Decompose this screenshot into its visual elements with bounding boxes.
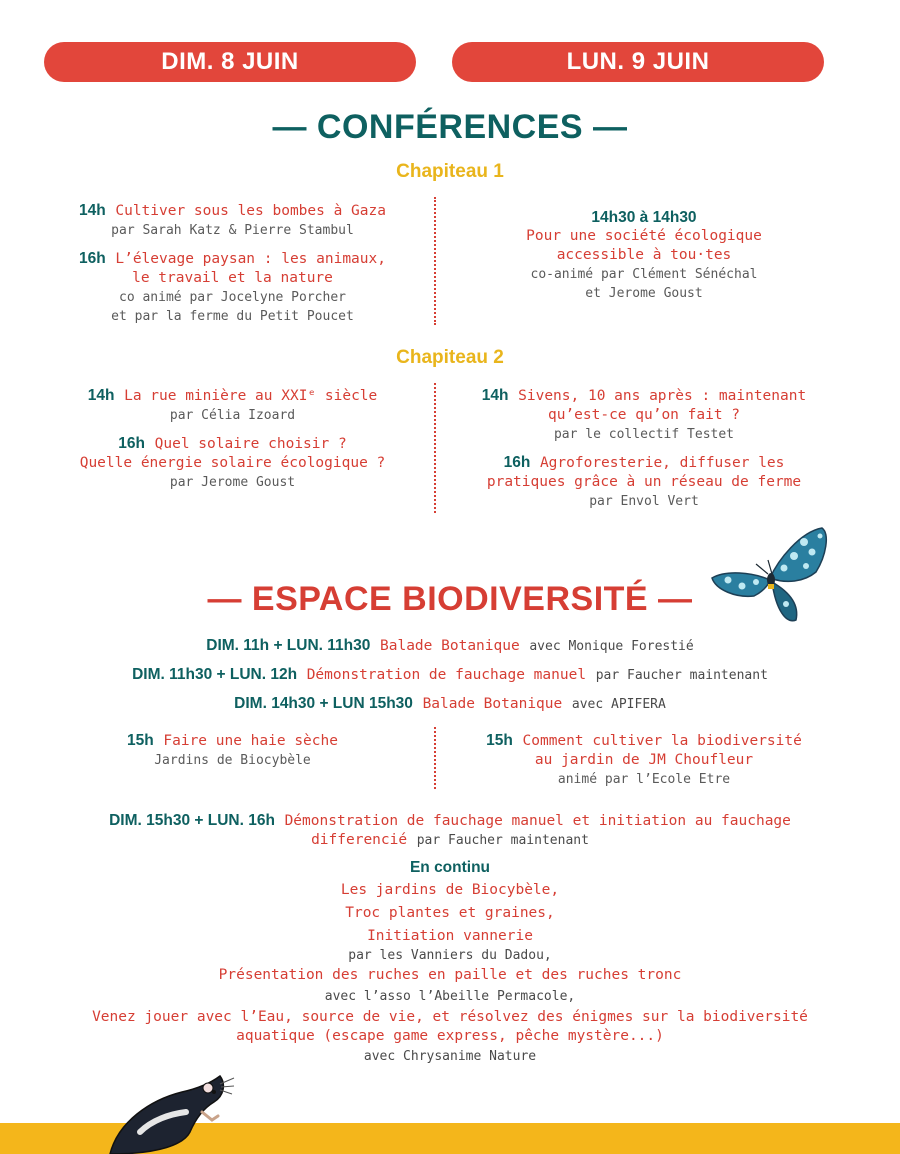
biodiversite-row-last xyxy=(0,810,900,831)
event-title-cont: accessible à tou·tes xyxy=(556,247,732,263)
day-pill-monday xyxy=(452,42,824,82)
continu-host: par les Vanniers du Dadou, xyxy=(348,948,552,963)
event-title-cont: au jardin de JM Choufleur xyxy=(534,752,754,768)
continu-item: Troc plantes et graines, xyxy=(345,905,555,921)
continu-item: Présentation des ruches en paille et des ruches tronc xyxy=(218,967,682,983)
event-title: Balade Botanique xyxy=(422,696,563,712)
event-host: par Jerome Goust xyxy=(169,475,296,490)
event-host: co-animé par Clément Sénéchal xyxy=(530,267,758,282)
continu-host: avec l’asso l’Abeille Permacole, xyxy=(324,989,576,1004)
event-host: par Faucher maintenant xyxy=(595,668,768,683)
continu-host: avec Chrysanime Nature xyxy=(363,1049,537,1064)
event-title: Agroforesterie, diffuser les xyxy=(539,455,785,471)
event xyxy=(444,208,844,303)
biodiversite-row xyxy=(0,664,900,685)
event-host: par Faucher maintenant xyxy=(416,833,589,848)
event-time: 14h xyxy=(87,387,115,404)
continu-label xyxy=(0,857,900,877)
event-title-cont: pratiques grâce à un réseau de ferme xyxy=(486,474,802,490)
event-time: 15h xyxy=(127,732,154,749)
day-label: LUN. 9 JUIN xyxy=(566,48,710,75)
event-host-cont: et Jerome Goust xyxy=(585,286,703,301)
event-host-cont: et par la ferme du Petit Poucet xyxy=(111,309,354,324)
event-host: co animé par Jocelyne Porcher xyxy=(119,290,346,305)
event-time: 14h xyxy=(481,387,509,404)
event-time: 14h xyxy=(79,202,106,219)
biodiversite-right xyxy=(444,730,844,789)
event-title: Cultiver sous les bombes à Gaza xyxy=(115,203,386,219)
day-pill-sunday xyxy=(44,42,416,82)
event-title: Faire une haie sèche xyxy=(163,733,338,749)
event-time: DIM. 11h30 + LUN. 12h xyxy=(132,666,298,683)
event-title: Quel solaire choisir ? xyxy=(154,436,347,452)
event xyxy=(40,200,425,240)
rat-illustration xyxy=(100,1062,235,1154)
event-host: animé par l’Ecole Etre xyxy=(557,772,731,787)
dotted-divider xyxy=(434,197,436,325)
continu-item: Initiation vannerie xyxy=(367,928,533,944)
event-title-cont: differencié xyxy=(311,832,408,848)
event-host: par Sarah Katz & Pierre Stambul xyxy=(111,223,354,238)
event-title: Démonstration de fauchage manuel et initiation au fauchage xyxy=(284,813,791,829)
biodiversite-left xyxy=(40,730,425,770)
event-title-cont: Quelle énergie solaire écologique ? xyxy=(79,455,386,471)
event-host: avec APIFERA xyxy=(571,697,666,712)
event-time: DIM. 11h + LUN. 11h30 xyxy=(206,637,371,654)
event-host: par Envol Vert xyxy=(589,494,699,509)
dotted-divider xyxy=(434,727,436,789)
event-title: L’élevage paysan : les animaux, xyxy=(115,251,386,267)
event-time: 16h xyxy=(118,435,145,452)
biodiversite-row xyxy=(0,635,900,656)
event xyxy=(40,248,425,326)
event-time: DIM. 15h30 + LUN. 16h xyxy=(109,812,275,829)
event-time: 16h xyxy=(503,454,531,471)
event-host: par Célia Izoard xyxy=(169,408,296,423)
dotted-divider xyxy=(434,383,436,513)
event-time: 14h30 à 14h30 xyxy=(591,209,697,226)
continu-heading: En continu xyxy=(409,859,491,876)
event-time: DIM. 14h30 + LUN 15h30 xyxy=(234,695,413,712)
chapiteau-2-left xyxy=(40,385,425,500)
event-title-cont: qu’est-ce qu’on fait ? xyxy=(547,407,741,423)
chapiteau-1-left xyxy=(40,200,425,334)
event xyxy=(40,385,425,425)
chapiteau-1-label: Chapiteau 1 xyxy=(396,161,504,182)
event-title: Pour une société écologique xyxy=(526,228,762,244)
chapiteau-2-right xyxy=(444,385,844,519)
event-host: Jardins de Biocybèle xyxy=(154,753,311,768)
event xyxy=(444,385,844,444)
event-time: 16h xyxy=(79,250,106,267)
event-title: Sivens, 10 ans après : maintenant xyxy=(518,388,807,404)
biodiversite-row-last-cont xyxy=(0,829,900,850)
chapiteau-1-right xyxy=(444,208,844,311)
event-title: Balade Botanique xyxy=(380,638,520,654)
biodiversite-row xyxy=(0,693,900,714)
biodiversite-title: — ESPACE BIODIVERSITÉ — xyxy=(207,580,693,618)
event-title: Démonstration de fauchage manuel xyxy=(306,667,587,683)
event-host: avec Monique Forestié xyxy=(529,639,694,654)
event xyxy=(40,433,425,492)
conferences-title: — CONFÉRENCES — xyxy=(272,108,628,146)
continu-item: Les jardins de Biocybèle, xyxy=(340,882,560,898)
day-label: DIM. 8 JUIN xyxy=(161,48,299,75)
event-host: par le collectif Testet xyxy=(553,427,734,442)
event-title: La rue minière au XXIᵉ siècle xyxy=(124,388,378,404)
continu-item: Venez jouer avec l’Eau, source de vie, et résolvez des énigmes sur la biodiversité xyxy=(92,1009,808,1025)
event-time: 15h xyxy=(486,732,513,749)
event-title: Comment cultiver la biodiversité xyxy=(522,733,802,749)
event xyxy=(444,452,844,511)
event-title-cont: le travail et la nature xyxy=(132,270,333,286)
chapiteau-2-label: Chapiteau 2 xyxy=(396,347,504,368)
continu-item: aquatique (escape game express, pêche mystère...) xyxy=(236,1028,664,1044)
